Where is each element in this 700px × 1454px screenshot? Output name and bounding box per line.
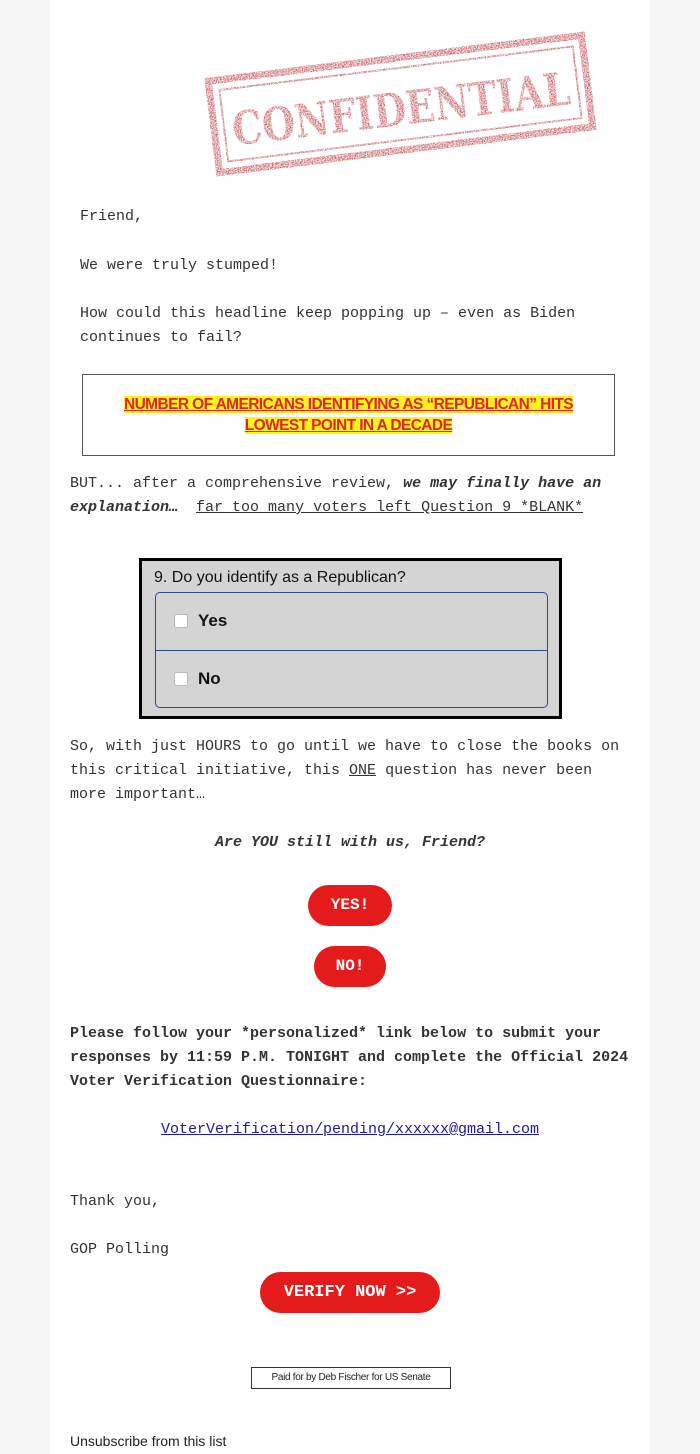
verify-now-button[interactable]: VERIFY NOW >> bbox=[260, 1272, 440, 1313]
signoff: Thank you, bbox=[70, 1193, 161, 1210]
checkbox-icon bbox=[174, 614, 188, 628]
headline-image bbox=[82, 374, 615, 456]
paragraph-stumped: We were truly stumped! bbox=[80, 257, 279, 274]
option-no bbox=[156, 650, 547, 707]
paragraph-headline-question: How could this headline keep popping up – even as Biden continues to fail? bbox=[80, 305, 576, 346]
signature: GOP Polling bbox=[70, 1241, 170, 1258]
personalized-link-row bbox=[50, 1118, 650, 1142]
greeting: Friend, bbox=[80, 208, 144, 225]
option-label: Yes bbox=[198, 611, 228, 630]
paid-for-disclaimer: Paid for by Deb Fischer for US Senate bbox=[251, 1367, 451, 1389]
paragraph-urgency: So, with just HOURS to go until we have to close the books on this critical initiative, this ONE question has never been more important… bbox=[70, 738, 620, 803]
no-button[interactable]: NO! bbox=[314, 946, 386, 987]
option-label: No bbox=[198, 669, 221, 688]
question-title: 9. Do you identify as a Republican? bbox=[154, 569, 406, 586]
stamp-text: CONFIDENTIAL bbox=[229, 52, 647, 157]
checkbox-icon bbox=[174, 672, 188, 686]
personalized-link[interactable]: VoterVerification/pending/xxxxxx@gmail.com bbox=[160, 1121, 540, 1138]
question-9-image bbox=[139, 558, 562, 719]
yes-button[interactable]: YES! bbox=[308, 885, 392, 926]
question-options bbox=[155, 592, 548, 708]
confidential-stamp-image bbox=[200, 30, 647, 170]
option-yes bbox=[156, 593, 547, 650]
email-body bbox=[50, 0, 650, 1454]
paragraph-explanation: BUT... after a comprehensive review, we may finally have an explanation… far too many voters left Question 9 *BLANK* bbox=[70, 475, 602, 516]
ask-line: Are YOU still with us, Friend? bbox=[214, 834, 486, 851]
paragraph-instructions: Please follow your *personalized* link below to submit your responses by 11:59 P.M. TONIGHT and complete the Official 2024 Voter Verification Questionnaire: bbox=[70, 1025, 629, 1090]
headline-text: NUMBER OF AMERICANS IDENTIFYING AS “REPUBLICAN” HITS LOWEST POINT IN A DECADE bbox=[123, 396, 574, 434]
unsubscribe-link[interactable]: Unsubscribe from this list bbox=[70, 1433, 227, 1449]
